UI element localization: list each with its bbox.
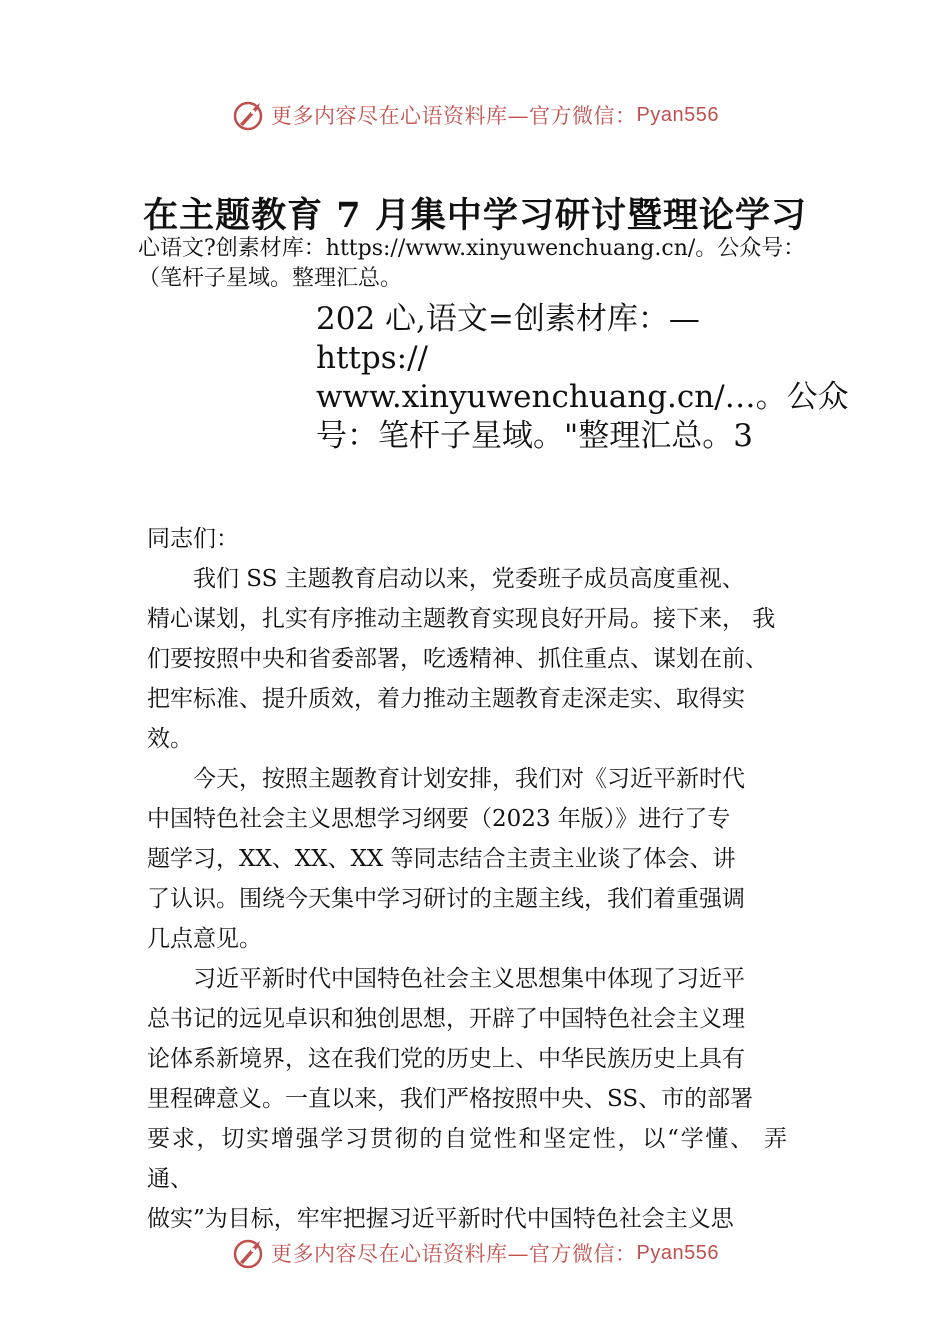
footer-watermark bbox=[0, 1233, 950, 1273]
document-body bbox=[147, 559, 787, 1239]
source-line: 心语文?创素材库：https://www.xinyuwenchuang.cn/。公众号： （笔杆子星域。整理汇总。 bbox=[138, 236, 806, 291]
source-quote-block: 202 心,语文=创素材库：— https:// www.xinyuwenchuang.cn/…。公众 号：笔杆子星域。"整理汇总。3 bbox=[316, 301, 849, 454]
pen-nib-logo-icon bbox=[231, 97, 267, 133]
watermark-account: Pyan556 bbox=[636, 103, 719, 126]
pen-nib-logo-icon bbox=[231, 1235, 267, 1271]
salutation: 同志们： bbox=[147, 526, 239, 552]
watermark-text: 更多内容尽在心语资料库—官方微信： bbox=[271, 1242, 637, 1266]
paragraph-3: 习近平新时代中国特色社会主义思想集中体现了习近平 总书记的远见卓识和独创思想，开辟了中国特色社会主义理 论体系新境界，这在我们党的历史上、中华民族历史上具有 里程碑意义。一直以来，我们严格按照中央、SS、市的部署 要求，切实增强学习贯彻的自觉性和坚定性，以“学懂、 弄通、 做实”为目标，牢牢把握习近平新时代中国特色社会主义思 bbox=[147, 966, 787, 1232]
header-watermark bbox=[0, 95, 950, 135]
watermark-account: Pyan556 bbox=[636, 1241, 719, 1264]
watermark-text: 更多内容尽在心语资料库—官方微信： bbox=[271, 104, 637, 128]
document-title: 在主题教育 7 月集中学习研讨暨理论学习 bbox=[143, 195, 807, 236]
paragraph-2: 今天，按照主题教育计划安排，我们对《习近平新时代 中国特色社会主义思想学习纲要（2023 年版）》进行了专 题学习，XX、XX、XX 等同志结合主责主业谈了体会、讲 了认识。围绕今天集中学习研讨的主题主线，我们着重强调 几点意见。 bbox=[147, 766, 745, 952]
paragraph-1: 我们 SS 主题教育启动以来，党委班子成员高度重视、 精心谋划，扎实有序推动主题教育实现良好开局。接下来， 我 们要按照中央和省委部署，吃透精神、抓住重点、谋划在前、 把牢标准、提升质效，着力推动主题教育走深走实、取得实 效。 bbox=[147, 566, 776, 752]
